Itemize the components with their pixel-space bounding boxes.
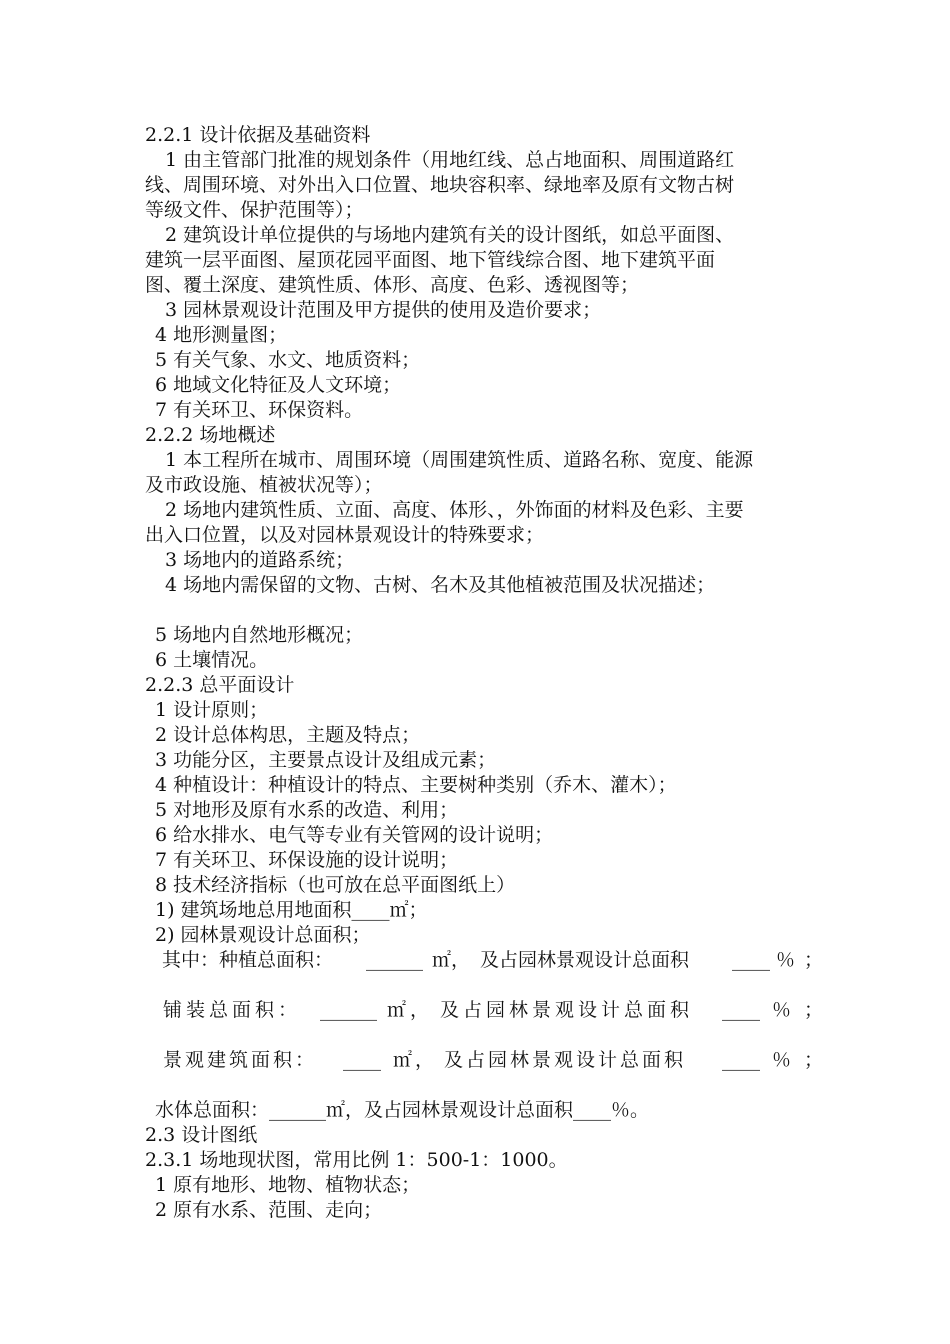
list-item: 2 场地内建筑性质、立面、高度、体形、，外饰面的材料及色彩、主要 [165, 499, 744, 521]
list-item: 3 功能分区，主要景点设计及组成元素； [155, 749, 497, 771]
list-item-cont: 等级文件、保护范围等）； [145, 199, 364, 221]
list-item: 3 场地内的道路系统； [165, 549, 355, 571]
list-item: 2 建筑设计单位提供的与场地内建筑有关的设计图纸，如总平面图、 [165, 224, 735, 246]
list-item: 1 由主管部门批准的规划条件（用地红线、总占地面积、周围道路红 [165, 149, 735, 171]
building-share: 及占园林景观设计总面积 [444, 1049, 687, 1071]
paving-end: ； [804, 999, 828, 1021]
heading-2-2-2: 2.2.2 场地概述 [145, 424, 276, 446]
list-item: 4 地形测量图； [155, 324, 288, 346]
list-item: 5 对地形及原有水系的改造、利用； [155, 799, 459, 821]
paving-share: 及占园林景观设计总面积 [440, 999, 694, 1021]
list-item: 2 原有水系、范围、走向； [155, 1199, 383, 1221]
list-item: 6 土壤情况。 [155, 649, 269, 671]
planting-unit: ㎡， [432, 949, 471, 971]
building-unit: ㎡， [393, 1049, 438, 1071]
sub-item: 2) 园林景观设计总面积； [155, 924, 371, 946]
list-item: 4 种植设计：种植设计的特点、主要树种类别（乔木、灌木）； [155, 774, 677, 796]
paving-unit: ㎡， [387, 999, 434, 1021]
list-item-cont: 线、周围环境、对外出入口位置、地块容积率、绿地率及原有文物古树 [145, 174, 735, 196]
heading-2-2-1: 2.2.1 设计依据及基础资料 [145, 124, 371, 146]
planting-blank2: ____ [732, 949, 770, 971]
water-area-line: 水体总面积：______㎡，及占园林景观设计总面积____％。 [155, 1099, 650, 1121]
list-item: 7 有关环卫、环保设施的设计说明； [155, 849, 459, 871]
list-item: 5 有关气象、水文、地质资料； [155, 349, 421, 371]
list-item: 4 场地内需保留的文物、古树、名木及其他植被范围及状况描述； [165, 574, 716, 596]
list-item: 1 本工程所在城市、周围环境（周围建筑性质、道路名称、宽度、能源 [165, 449, 754, 471]
list-item: 3 园林景观设计范围及甲方提供的使用及造价要求； [165, 299, 602, 321]
building-label: 景观建筑面积： [163, 1049, 318, 1071]
list-item: 6 给水排水、电气等专业有关管网的设计说明； [155, 824, 554, 846]
planting-share: 及占园林景观设计总面积 [480, 949, 690, 971]
building-blank: ____ [343, 1049, 381, 1071]
list-item: 8 技术经济指标（也可放在总平面图纸上） [155, 874, 516, 896]
building-blank2: ____ [722, 1049, 760, 1071]
list-item: 6 地域文化特征及人文环境； [155, 374, 402, 396]
paving-pct: ％ [772, 999, 796, 1021]
list-item-cont: 及市政设施、植被状况等）； [145, 474, 383, 496]
heading-2-2-3: 2.2.3 总平面设计 [145, 674, 295, 696]
building-end: ； [804, 1049, 827, 1071]
planting-pct: ％ [776, 949, 796, 971]
list-item: 1 设计原则； [155, 699, 269, 721]
paving-blank2: ____ [722, 999, 760, 1021]
building-pct: ％ [772, 1049, 795, 1071]
list-item-cont: 出入口位置，以及对园林景观设计的特殊要求； [145, 524, 545, 546]
paving-label: 铺装总面积： [163, 999, 302, 1021]
planting-end: ； [804, 949, 824, 971]
list-item-cont: 建筑一层平面图、屋顶花园平面图、地下管线综合图、地下建筑平面 [145, 249, 716, 271]
heading-2-3: 2.3 设计图纸 [145, 1124, 258, 1146]
planting-label: 其中：种植总面积： [162, 949, 334, 971]
list-item: 1 原有地形、地物、植物状态； [155, 1174, 421, 1196]
planting-blank: ______ [366, 949, 423, 971]
list-item: 7 有关环卫、环保资料。 [155, 399, 364, 421]
paving-blank: ______ [320, 999, 377, 1021]
heading-2-3-1: 2.3.1 场地现状图，常用比例 1：500-1：1000。 [145, 1149, 568, 1171]
list-item: 2 设计总体构思，主题及特点； [155, 724, 421, 746]
list-item: 5 场地内自然地形概况； [155, 624, 364, 646]
list-item-cont: 图、覆土深度、建筑性质、体形、高度、色彩、透视图等； [145, 274, 640, 296]
sub-item: 1) 建筑场地总用地面积____㎡； [155, 899, 428, 921]
